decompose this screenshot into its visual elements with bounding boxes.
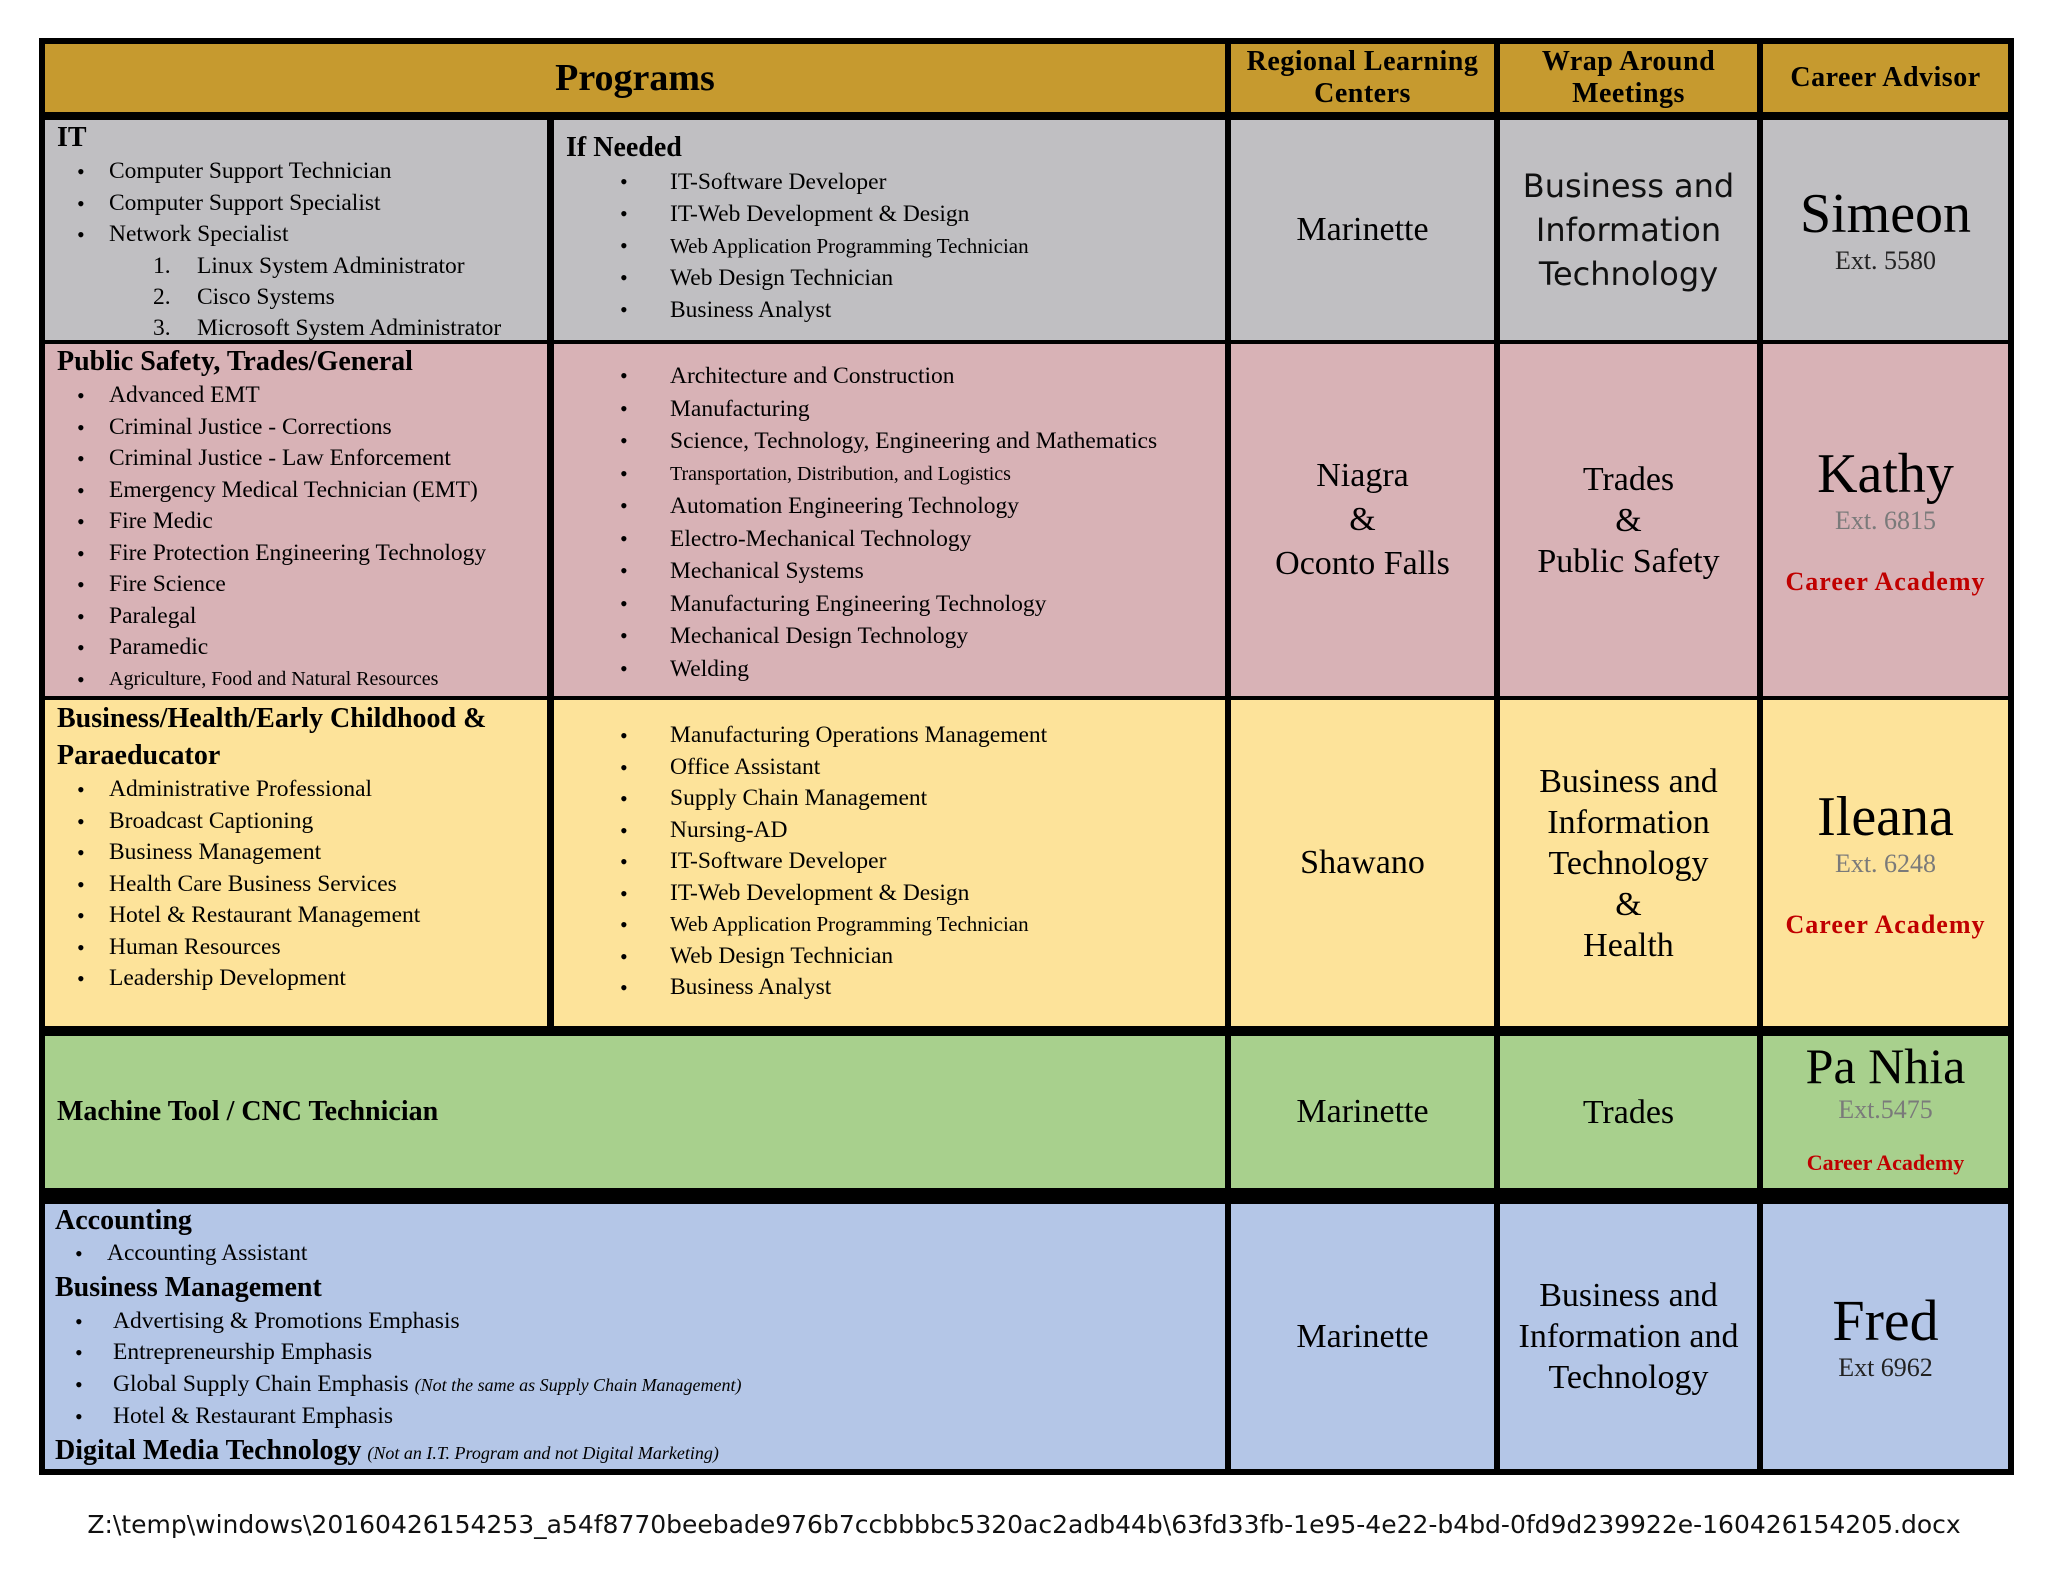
safety-right xyxy=(554,344,1225,696)
list-item: • Criminal Justice - Corrections xyxy=(57,412,547,444)
accounting-list xyxy=(55,1238,1225,1270)
business-advisor xyxy=(1763,700,2008,1026)
list-item: • Advertising & Promotions Emphasis xyxy=(55,1306,1225,1338)
list-item: • Web Application Programming Technician xyxy=(566,230,1225,262)
list-item: • Web Application Programming Technician xyxy=(566,909,1225,941)
it-region: Marinette xyxy=(1231,120,1494,340)
list-item: 3. Microsoft System Administrator xyxy=(153,314,502,340)
list-item: • Web Design Technician xyxy=(566,941,1225,973)
header-regional: Regional Learning Centers xyxy=(1231,44,1494,112)
list-item: • Manufacturing Operations Management xyxy=(566,720,1225,752)
career-academy-label: Career Academy xyxy=(1785,910,1986,939)
accounting-wrap: Business and Information and Technology xyxy=(1500,1204,1757,1469)
list-item: • Global Supply Chain Emphasis (Not the same as Supply Chain Management) xyxy=(55,1369,1225,1402)
advisor-name: Simeon xyxy=(1799,183,1972,245)
list-item: 1. Linux System Administrator xyxy=(153,252,465,279)
header-programs: Programs xyxy=(45,44,1225,112)
list-item: • Health Care Business Services xyxy=(57,869,547,901)
list-item: • Hotel & Restaurant Emphasis xyxy=(55,1401,1225,1433)
career-academy-label: Career Academy xyxy=(1806,1150,1965,1175)
it-sublist xyxy=(57,251,547,341)
list-item: • Advanced EMT xyxy=(57,380,547,412)
business-right xyxy=(554,700,1225,1026)
advisor-ext: Ext.5475 xyxy=(1838,1095,1933,1124)
list-item: • IT-Web Development & Design xyxy=(566,878,1225,910)
list-item: • Nursing-AD xyxy=(566,815,1225,847)
list-item: • Broadcast Captioning xyxy=(57,806,547,838)
advisor-ext: Ext. 6815 xyxy=(1834,506,1937,535)
it-wrap: Business and Information Technology xyxy=(1500,120,1757,340)
advisor-name: Pa Nhia xyxy=(1805,1038,1966,1094)
list-item: • IT-Software Developer xyxy=(566,166,1225,198)
safety-programs xyxy=(45,344,547,696)
digital-media-line xyxy=(55,1433,1225,1470)
accounting-title: Accounting xyxy=(55,1205,192,1236)
list-item: • Manufacturing Engineering Technology xyxy=(566,588,1225,621)
business-programs xyxy=(45,700,547,1026)
header-advisor: Career Advisor xyxy=(1763,44,2008,112)
list-item: 2. Cisco Systems xyxy=(153,283,335,310)
if-needed-list xyxy=(566,166,1225,326)
it-advisor xyxy=(1763,120,2008,340)
business-region: Shawano xyxy=(1231,700,1494,1026)
accounting-advisor xyxy=(1763,1204,2008,1469)
list-item: • Office Assistant xyxy=(566,752,1225,784)
list-item: • Mechanical Systems xyxy=(566,555,1225,588)
safety-list xyxy=(57,380,547,695)
list-item: • Accounting Assistant xyxy=(55,1238,1225,1270)
advisor-name: Ileana xyxy=(1817,786,1954,848)
machine-wrap: Trades xyxy=(1500,1036,1757,1188)
it-title: IT xyxy=(57,122,87,153)
list-item: • Science, Technology, Engineering and Mathematics xyxy=(566,425,1225,458)
list-item: • Supply Chain Management xyxy=(566,783,1225,815)
advisor-name: Kathy xyxy=(1817,443,1954,505)
list-item: • Entrepreneurship Emphasis xyxy=(55,1337,1225,1369)
list-item: • Leadership Development xyxy=(57,963,547,995)
list-item: • Network Specialist xyxy=(57,219,547,251)
list-item: • Manufacturing xyxy=(566,393,1225,426)
programs-table xyxy=(39,38,2014,1475)
advisor-ext: Ext 6962 xyxy=(1838,1352,1933,1382)
list-item: • Computer Support Specialist xyxy=(57,188,547,220)
list-item: • Hotel & Restaurant Management xyxy=(57,900,547,932)
safety-advisor xyxy=(1763,344,2008,696)
advisor-name: Fred xyxy=(1832,1287,1939,1353)
list-item: • Computer Support Technician xyxy=(57,156,547,188)
advisor-ext: Ext. 5580 xyxy=(1834,246,1937,275)
note: (Not an I.T. Program and not Digital Marketing) xyxy=(367,1442,719,1463)
file-path-footer: Z:\temp\windows\20160426154253_a54f8770beebade976b7ccbbbbc5320ac2adb44b\63fd33fb-1e95-4e22-b4bd-0fd9d239922e-160426154205.docx xyxy=(87,1510,1961,1539)
list-item: • Electro-Mechanical Technology xyxy=(566,523,1225,556)
list-item: • Agriculture, Food and Natural Resources xyxy=(57,664,547,696)
accounting-region: Marinette xyxy=(1231,1204,1494,1469)
list-item: • Administrative Professional xyxy=(57,774,547,806)
business-right-list xyxy=(566,720,1225,1004)
list-item: • Fire Science xyxy=(57,569,547,601)
list-item: • Human Resources xyxy=(57,932,547,964)
business-management-title: Business Management xyxy=(55,1271,322,1303)
business-title: Business/Health/Early Childhood & Paraeducator xyxy=(57,703,487,771)
accounting-programs xyxy=(45,1204,1225,1469)
list-item: • Mechanical Design Technology xyxy=(566,620,1225,653)
advisor-ext: Ext. 6248 xyxy=(1834,849,1937,878)
header-wrap: Wrap Around Meetings xyxy=(1500,44,1757,112)
machine-title: Machine Tool / CNC Technician xyxy=(57,1096,439,1127)
list-item: • Fire Protection Engineering Technology xyxy=(57,538,547,570)
list-item: • Criminal Justice - Law Enforcement xyxy=(57,443,547,475)
safety-region: Niagra & Oconto Falls xyxy=(1231,344,1494,696)
machine-programs xyxy=(45,1036,1225,1188)
list-item: • Architecture and Construction xyxy=(566,360,1225,393)
safety-wrap: Trades & Public Safety xyxy=(1500,344,1757,696)
list-item: • Automation Engineering Technology xyxy=(566,490,1225,523)
business-management-list xyxy=(55,1306,1225,1433)
digital-media-title: Digital Media Technology xyxy=(55,1434,362,1466)
it-programs xyxy=(45,120,547,340)
list-item: • IT-Web Development & Design xyxy=(566,198,1225,230)
machine-advisor xyxy=(1763,1036,2008,1188)
machine-region: Marinette xyxy=(1231,1036,1494,1188)
safety-right-list xyxy=(566,360,1225,685)
note: (Not the same as Supply Chain Management) xyxy=(414,1374,742,1395)
list-item: • Web Design Technician xyxy=(566,262,1225,294)
list-item: • Paramedic xyxy=(57,632,547,664)
list-item: • Business Management xyxy=(57,837,547,869)
list-item: • IT-Software Developer xyxy=(566,846,1225,878)
safety-title: Public Safety, Trades/General xyxy=(57,346,413,377)
it-list xyxy=(57,156,547,251)
it-if-needed xyxy=(554,120,1225,340)
business-wrap: Business and Information Technology & Health xyxy=(1500,700,1757,1026)
list-item: • Paralegal xyxy=(57,601,547,633)
list-item: • Welding xyxy=(566,653,1225,686)
list-item: • Business Analyst xyxy=(566,294,1225,326)
if-needed-title: If Needed xyxy=(566,132,682,163)
career-academy-label: Career Academy xyxy=(1785,567,1986,596)
business-list xyxy=(57,774,547,995)
list-item: • Transportation, Distribution, and Logistics xyxy=(566,458,1225,491)
list-item: • Emergency Medical Technician (EMT) xyxy=(57,475,547,507)
list-item: • Business Analyst xyxy=(566,972,1225,1004)
list-item: • Fire Medic xyxy=(57,506,547,538)
